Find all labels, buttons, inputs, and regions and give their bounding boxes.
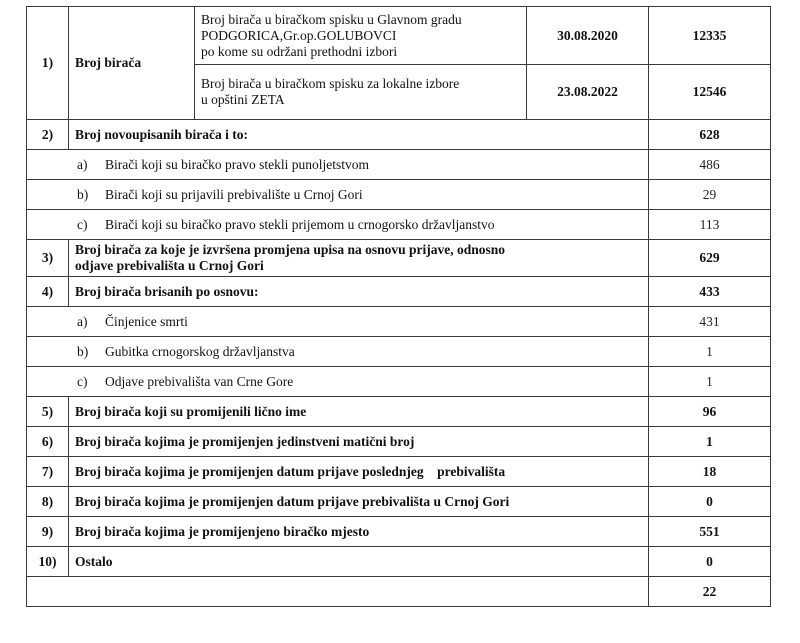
label-line: Broj birača za koje je izvršena promjena upisa na osnovu prijave, odnosno bbox=[75, 242, 506, 257]
sub-label: Birači koji su biračko pravo stekli punoljetstvom bbox=[105, 156, 369, 172]
sub-row-label bbox=[27, 180, 649, 210]
description-line: po kome su održani prethodni izbori bbox=[201, 43, 398, 59]
sub-label: Gubitka crnogorskog državljanstva bbox=[105, 343, 295, 359]
table-row bbox=[27, 240, 771, 277]
row-number: 3) bbox=[27, 240, 69, 277]
table-row bbox=[27, 457, 771, 487]
sub-label: Birači koji su biračko pravo stekli prijemom u crnogorsko državljanstvo bbox=[105, 216, 495, 232]
row-label: Broj birača kojima je promijenjeno biračko mjesto bbox=[69, 517, 649, 547]
row-value: 0 bbox=[649, 547, 771, 577]
table-row bbox=[27, 427, 771, 457]
table-row bbox=[27, 307, 771, 337]
description-line: PODGORICA,Gr.op.GOLUBOVCI bbox=[201, 27, 397, 43]
table-row bbox=[27, 120, 771, 150]
row-number: 2) bbox=[27, 120, 69, 150]
table-row bbox=[27, 487, 771, 517]
table-row bbox=[27, 367, 771, 397]
sub-letter: a) bbox=[77, 313, 88, 329]
row-value: 1 bbox=[649, 337, 771, 367]
sub-label: Činjenice smrti bbox=[105, 313, 188, 329]
row-value: 433 bbox=[649, 277, 771, 307]
description-line: u opštini ZETA bbox=[201, 92, 285, 107]
sub-row-label bbox=[27, 150, 649, 180]
table-row bbox=[27, 180, 771, 210]
row-number: 10) bbox=[27, 547, 69, 577]
row-date: 30.08.2020 bbox=[527, 7, 649, 65]
row-label: Broj birača bbox=[69, 7, 195, 120]
row-value: 629 bbox=[649, 240, 771, 277]
sub-row-label bbox=[27, 337, 649, 367]
table-row bbox=[27, 210, 771, 240]
table-row bbox=[27, 277, 771, 307]
sub-row-label bbox=[27, 210, 649, 240]
sub-row-label bbox=[27, 307, 649, 337]
row-value: 96 bbox=[649, 397, 771, 427]
description-line: Broj birača u biračkom spisku za lokalne izbore bbox=[201, 76, 460, 91]
row-number: 7) bbox=[27, 457, 69, 487]
row-value: 431 bbox=[649, 307, 771, 337]
row-value: 486 bbox=[649, 150, 771, 180]
sub-label: Birači koji su prijavili prebivalište u Crnoj Gori bbox=[105, 186, 363, 202]
description-line: Broj birača u biračkom spisku u Glavnom gradu bbox=[201, 11, 462, 27]
table-row bbox=[27, 547, 771, 577]
table-row bbox=[27, 150, 771, 180]
row-value: 29 bbox=[649, 180, 771, 210]
row-value: 1 bbox=[649, 367, 771, 397]
table-row bbox=[27, 337, 771, 367]
row-value: 12546 bbox=[649, 65, 771, 120]
row-number: 5) bbox=[27, 397, 69, 427]
row-label: Broj birača koji su promijenili lično ime bbox=[69, 397, 649, 427]
row-value: 18 bbox=[649, 457, 771, 487]
total-row bbox=[27, 577, 771, 607]
row-label: Broj birača kojima je promijenjen datum prijave prebivališta u Crnoj Gori bbox=[69, 487, 649, 517]
sub-label: Odjave prebivališta van Crne Gore bbox=[105, 373, 294, 389]
sub-letter: c) bbox=[77, 373, 88, 389]
row-value: 1 bbox=[649, 427, 771, 457]
row-value: 628 bbox=[649, 120, 771, 150]
sub-letter: b) bbox=[77, 343, 89, 359]
sub-row-label bbox=[27, 367, 649, 397]
row-label: Broj novoupisanih birača i to: bbox=[69, 120, 649, 150]
table-row bbox=[27, 397, 771, 427]
row-label: Broj birača brisanih po osnovu: bbox=[69, 277, 649, 307]
row-description bbox=[195, 7, 527, 65]
row-label: Broj birača kojima je promijenjen jedinstveni matični broj bbox=[69, 427, 649, 457]
row-number: 8) bbox=[27, 487, 69, 517]
row-date: 23.08.2022 bbox=[527, 65, 649, 120]
row-value: 113 bbox=[649, 210, 771, 240]
row-value: 12335 bbox=[649, 7, 771, 65]
row-label: Broj birača kojima je promijenjen datum prijave poslednjeg prebivališta bbox=[69, 457, 649, 487]
total-value: 22 bbox=[649, 577, 771, 607]
row-description bbox=[195, 65, 527, 120]
table-row bbox=[27, 7, 771, 65]
row-label bbox=[69, 240, 649, 277]
table-row bbox=[27, 517, 771, 547]
total-empty-cell bbox=[27, 577, 649, 607]
label-line: odjave prebivališta u Crnoj Gori bbox=[75, 258, 264, 273]
sub-letter: c) bbox=[77, 216, 88, 232]
row-number: 4) bbox=[27, 277, 69, 307]
row-number: 1) bbox=[27, 7, 69, 120]
row-value: 0 bbox=[649, 487, 771, 517]
sub-letter: b) bbox=[77, 186, 89, 202]
sub-letter: a) bbox=[77, 156, 88, 172]
row-number: 6) bbox=[27, 427, 69, 457]
row-value: 551 bbox=[649, 517, 771, 547]
row-number: 9) bbox=[27, 517, 69, 547]
voter-register-table bbox=[26, 6, 771, 607]
row-label: Ostalo bbox=[69, 547, 649, 577]
